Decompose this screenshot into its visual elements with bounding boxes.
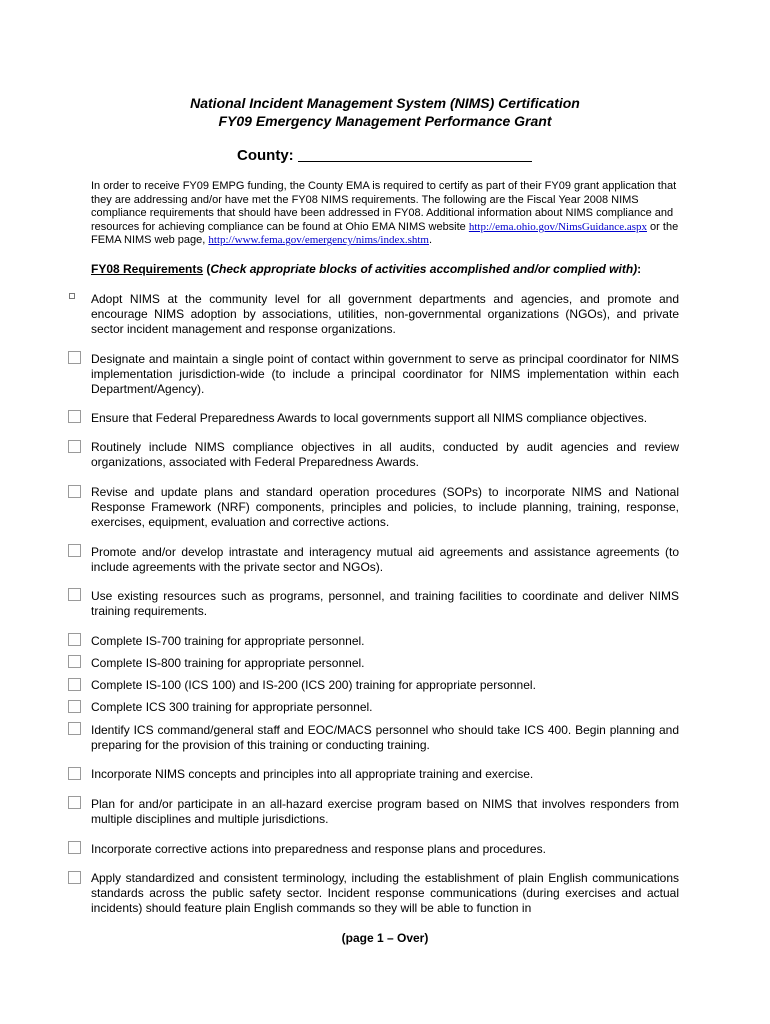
checkbox-11[interactable] — [68, 700, 81, 713]
requirements-close: : — [637, 262, 642, 276]
requirement-item-12: Identify ICS command/general staff and EOC/MACS personnel who should take ICS 400. Begin planning and preparing for the provision of this training or conducting training. — [91, 723, 679, 752]
checkbox-13[interactable] — [68, 767, 81, 780]
requirement-item-4: Routinely include NIMS compliance objectives in all audits, conducted by audit agencies and review organizations, associated with Federal Preparedness Awards. — [91, 440, 679, 469]
checkbox-14[interactable] — [68, 796, 81, 809]
checkbox-12[interactable] — [68, 722, 81, 735]
title-line-2: FY09 Emergency Management Performance Grant — [218, 113, 552, 129]
checkbox-1[interactable] — [69, 293, 75, 299]
checkbox-4[interactable] — [68, 440, 81, 453]
checkbox-6[interactable] — [68, 544, 81, 557]
requirement-item-5: Revise and update plans and standard operation procedures (SOPs) to incorporate NIMS and National Response Framework (NRF) components, principles and policies, to include planning, training, response, exercises, equipment, evaluation and corrective actions. — [91, 485, 679, 529]
requirement-item-14: Plan for and/or participate in an all-hazard exercise program based on NIMS that involves responders from multiple disciplines and multiple jurisdictions. — [91, 797, 679, 826]
requirement-item-16: Apply standardized and consistent terminology, including the establishment of plain English communications standards across the public safety sector. Incident response communications (during exercises and actual incidents) should feature plain English commands so they will be able to function in — [91, 871, 679, 915]
requirement-item-2: Designate and maintain a single point of contact within government to serve as principal coordinator for NIMS implementation jurisdiction-wide (to include a principal coordinator for NIMS implementation within each Department/Agency). — [91, 352, 679, 396]
county-label: County: — [237, 147, 294, 164]
checkbox-3[interactable] — [68, 410, 81, 423]
requirement-item-11: Complete ICS 300 training for appropriate personnel. — [91, 700, 373, 714]
requirement-item-6: Promote and/or develop intrastate and interagency mutual aid agreements and assistance agreements (to include agreements with the private sector and NGOs). — [91, 545, 679, 574]
page-footer: (page 1 – Over) — [341, 931, 429, 945]
requirements-instruction: Check appropriate blocks of activities accomplished and/or complied with) — [210, 262, 638, 276]
requirement-item-3: Ensure that Federal Preparedness Awards to local governments support all NIMS compliance objectives. — [91, 411, 648, 425]
requirement-item-13: Incorporate NIMS concepts and principles into all appropriate training and exercise. — [91, 767, 534, 781]
checkbox-10[interactable] — [68, 678, 81, 691]
intro-text: In order to receive FY09 EMPG funding, the County EMA is required to certify as part of their FY09 grant application that they are addressing and/or have met the FY08 NIMS requirements. The following are the Fiscal Year 2008 NIMS compliance requirements that should have been addressed in FY08. Additional information about NIMS compliance and resources for achieving compliance can be found at Ohio EMA NIMS website — [91, 180, 677, 233]
checkbox-9[interactable] — [68, 655, 81, 668]
checkbox-5[interactable] — [68, 485, 81, 498]
intro-paragraph — [91, 180, 681, 248]
ohio-ema-link[interactable]: http://ema.ohio.gov/NimsGuidance.aspx — [468, 220, 647, 233]
requirements-open: ( — [203, 262, 211, 276]
fema-nims-link[interactable]: http://www.fema.gov/emergency/nims/index.shtm — [208, 234, 429, 247]
checkbox-8[interactable] — [68, 633, 81, 646]
requirement-item-9: Complete IS-800 training for appropriate personnel. — [91, 656, 365, 670]
county-input-line[interactable] — [298, 149, 532, 162]
requirement-item-8: Complete IS-700 training for appropriate personnel. — [91, 634, 365, 648]
county-row — [237, 147, 532, 164]
checkbox-7[interactable] — [68, 588, 81, 601]
intro-middle: or the FEMA NIMS web page, — [91, 220, 679, 247]
requirement-item-7: Use existing resources such as programs, personnel, and training facilities to coordinate and deliver NIMS training requirements. — [91, 589, 679, 618]
requirement-item-1: Adopt NIMS at the community level for all government departments and agencies, and promote and encourage NIMS adoption by associations, utilities, non-governmental organizations (NGOs), and private sector incident management and response organizations. — [91, 292, 679, 336]
checkbox-15[interactable] — [68, 841, 81, 854]
checkbox-2[interactable] — [68, 351, 81, 364]
requirements-label: FY08 Requirements — [91, 262, 204, 276]
checkbox-16[interactable] — [68, 871, 81, 884]
requirement-item-10: Complete IS-100 (ICS 100) and IS-200 (ICS 200) training for appropriate personnel. — [91, 678, 536, 692]
intro-end: . — [428, 234, 433, 247]
requirement-item-15: Incorporate corrective actions into preparedness and response plans and procedures. — [91, 842, 546, 856]
title-line-1: National Incident Management System (NIMS) Certification — [190, 95, 580, 111]
requirements-heading — [91, 262, 641, 276]
